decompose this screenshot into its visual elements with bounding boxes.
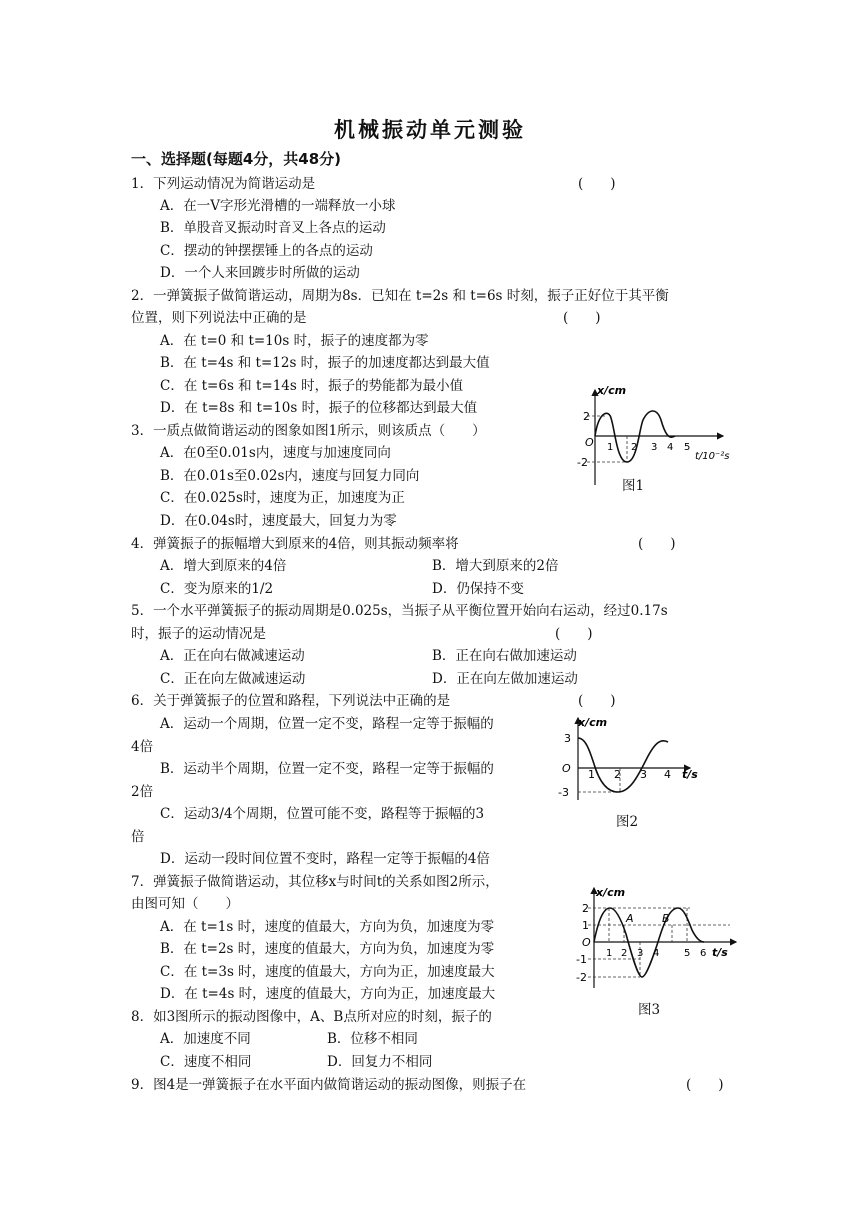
q7-option-a: A．在 t=1s 时，速度的值最大，方向为负，加速度为零 — [160, 919, 495, 935]
section-heading: 一、选择题(每题4分，共48分) — [131, 150, 342, 168]
fig3-xlabel: t/s — [712, 946, 728, 959]
q6-option-c: C．运动3/4个周期，位置可能不变，路程等于振幅的3 — [160, 806, 485, 822]
q7-option-b: B．在 t=2s 时，速度的值最大，方向为负，加速度为零 — [160, 941, 495, 957]
figure-1-graph — [565, 380, 745, 490]
q8-option-d: D．回复力不相同 — [327, 1054, 433, 1070]
figure-2-graph — [550, 712, 710, 802]
figure-1-caption: 图1 — [622, 478, 645, 494]
figure-2-caption: 图2 — [616, 814, 639, 830]
q4-option-a: A．增大到原来的4倍 — [160, 558, 287, 574]
q6-option-c-cont: 倍 — [131, 829, 145, 845]
q2-option-b: B．在 t=4s 和 t=12s 时，振子的加速度都达到最大值 — [160, 355, 490, 371]
question-7-stem: 7．弹簧振子做简谐运动，其位移x与时间t的关系如图2所示， — [131, 874, 499, 890]
question-2-stem-cont: 位置，则下列说法中正确的是 — [131, 310, 307, 326]
figure-3-caption: 图3 — [638, 1002, 661, 1018]
answer-blank[interactable]: ( ) — [563, 310, 601, 326]
fig1-ytick: -2 — [577, 456, 588, 469]
q1-option-b: B．单股音叉振动时音叉上各点的运动 — [160, 220, 386, 236]
fig1-xtick: 5 — [684, 442, 691, 453]
fig2-xlabel: t/s — [682, 768, 698, 781]
q7-option-c: C．在 t=3s 时，速度的值最大，方向为正，加速度最大 — [160, 964, 495, 980]
question-5-stem: 5．一个水平弹簧振子的振动周期是0.025s，当振子从平衡位置开始向右运动，经过0.17s — [131, 603, 668, 619]
question-9-stem: 9．图4是一弹簧振子在水平面内做简谐运动的振动图像，则振子在 — [131, 1077, 527, 1093]
q5-option-c: C．正在向左做减速运动 — [160, 671, 306, 687]
q6-option-a-cont: 4倍 — [131, 739, 154, 755]
fig3-xtick: 2 — [621, 948, 628, 959]
question-3-stem: 3．一质点做简谐运动的图象如图1所示，则该质点（ ） — [131, 423, 486, 439]
q5-option-a: A．正在向右做减速运动 — [160, 648, 305, 664]
question-5-stem-cont: 时，振子的运动情况是 — [131, 626, 266, 642]
fig1-xtick: 3 — [651, 442, 658, 453]
q8-option-c: C．速度不相同 — [160, 1054, 252, 1070]
fig2-xtick: 1 — [588, 768, 595, 781]
fig1-xtick: 4 — [667, 442, 674, 453]
fig2-origin: O — [562, 762, 571, 775]
q4-option-c: C．变为原来的1/2 — [160, 581, 274, 597]
fig2-ylabel: x/cm — [578, 716, 608, 729]
q6-option-a: A．运动一个周期，位置一定不变，路程一定等于振幅的 — [160, 716, 494, 732]
answer-blank[interactable]: ( ) — [686, 1077, 724, 1093]
page-title: 机械振动单元测验 — [334, 118, 526, 142]
q3-option-b: B．在0.01s至0.02s内，速度与回复力同向 — [160, 468, 420, 484]
fig2-xtick: 3 — [640, 768, 647, 781]
fig3-xtick: 3 — [637, 948, 644, 959]
fig3-ytick: -2 — [576, 971, 587, 984]
q4-option-b: B．增大到原来的2倍 — [432, 558, 559, 574]
fig1-xtick: 2 — [631, 442, 638, 453]
answer-blank[interactable]: ( ) — [578, 693, 616, 709]
question-6-stem: 6．关于弹簧振子的位置和路程，下列说法中正确的是 — [131, 693, 451, 709]
question-2-stem: 2．一弹簧振子做简谐运动，周期为8s．已知在 t=2s 和 t=6s 时刻，振子正好位于其平衡 — [131, 288, 669, 304]
fig3-origin: O — [582, 936, 591, 949]
fig1-ylabel: x/cm — [597, 384, 627, 397]
fig3-xtick: 1 — [606, 948, 613, 959]
question-1-stem: 1．下列运动情况为简谐运动是 — [131, 176, 316, 192]
q2-option-c: C．在 t=6s 和 t=14s 时，振子的势能都为最小值 — [160, 378, 464, 394]
q1-option-a: A．在一V字形光滑槽的一端释放一小球 — [160, 198, 396, 214]
fig1-xlabel: t/10⁻²s — [695, 451, 730, 462]
fig2-xtick: 2 — [614, 768, 621, 781]
q2-option-a: A．在 t=0 和 t=10s 时，振子的速度都为零 — [160, 333, 429, 349]
q1-option-d: D．一个人来回踱步时所做的运动 — [160, 265, 360, 281]
fig1-origin: O — [585, 436, 594, 449]
fig3-ytick: -1 — [576, 953, 587, 966]
q8-option-b: B．位移不相同 — [327, 1031, 418, 1047]
q3-option-c: C．在0.025s时，速度为正，加速度为正 — [160, 490, 405, 506]
q5-option-d: D．正在向左做加速运动 — [432, 671, 578, 687]
q6-option-b: B．运动半个周期，位置一定不变，路程一定等于振幅的 — [160, 761, 494, 777]
q6-option-b-cont: 2倍 — [131, 784, 154, 800]
answer-blank[interactable]: ( ) — [638, 536, 676, 552]
fig3-point-a: A — [626, 912, 634, 925]
fig3-xtick: 4 — [653, 948, 660, 959]
question-4-stem: 4．弹簧振子的振幅增大到原来的4倍，则其振动频率将 — [131, 536, 459, 552]
fig1-xtick: 1 — [607, 442, 614, 453]
fig3-ytick: 1 — [582, 919, 589, 932]
q2-option-d: D．在 t=8s 和 t=10s 时，振子的位移都达到最大值 — [160, 400, 478, 416]
fig2-ytick: 3 — [564, 732, 571, 745]
fig3-xtick: 6 — [700, 948, 707, 959]
question-7-stem-cont: 由图可知（ ） — [131, 896, 239, 912]
fig3-xtick: 5 — [684, 948, 691, 959]
q8-option-a: A．加速度不同 — [160, 1031, 251, 1047]
q4-option-d: D．仍保持不变 — [432, 581, 524, 597]
question-8-stem: 8．如3图所示的振动图像中，A、B点所对应的时刻，振子的 — [131, 1009, 492, 1025]
fig2-ytick: -3 — [558, 786, 569, 799]
q7-option-d: D．在 t=4s 时，速度的值最大，方向为正，加速度最大 — [160, 986, 496, 1002]
fig1-ytick: 2 — [583, 410, 590, 423]
q3-option-a: A．在0至0.01s内，速度与加速度同向 — [160, 445, 391, 461]
fig3-point-b: B — [662, 912, 670, 925]
q3-option-d: D．在0.04s时，速度最大，回复力为零 — [160, 513, 397, 529]
figure-3-graph — [560, 882, 750, 992]
answer-blank[interactable]: ( ) — [578, 176, 616, 192]
q6-option-d: D．运动一段时间位置不变时，路程一定等于振幅的4倍 — [160, 851, 490, 867]
fig2-xtick: 4 — [664, 768, 671, 781]
fig3-ylabel: x/cm — [596, 886, 626, 899]
q5-option-b: B．正在向右做加速运动 — [432, 648, 577, 664]
answer-blank[interactable]: ( ) — [555, 626, 593, 642]
fig3-ytick: 2 — [582, 902, 589, 915]
q1-option-c: C．摆动的钟摆摆锤上的各点的运动 — [160, 243, 373, 259]
